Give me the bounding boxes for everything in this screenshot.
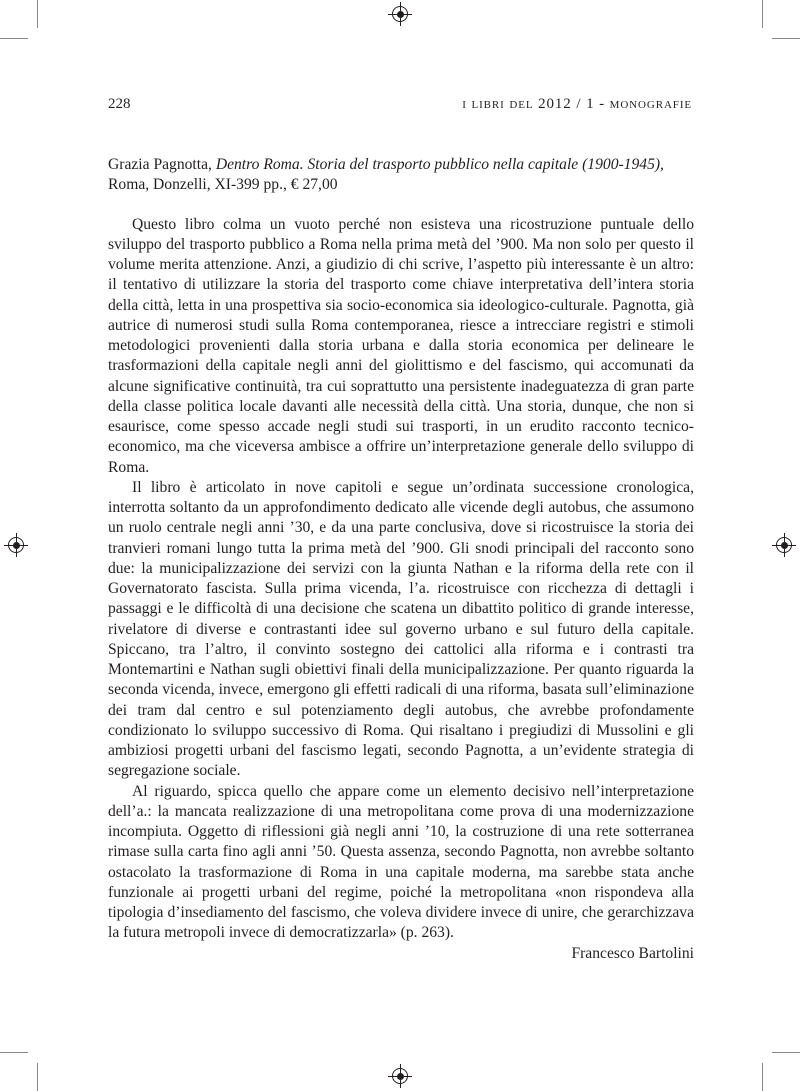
crop-mark-bottom-left-h	[0, 1052, 28, 1053]
registration-mark-icon	[392, 1068, 408, 1084]
citation-publication: Roma, Donzelli, XI-399 pp., € 27,00	[108, 176, 338, 194]
crop-mark-bottom-left-v	[37, 1063, 38, 1091]
book-citation	[108, 155, 694, 196]
citation-title: Dentro Roma. Storia del trasporto pubblico nella capitale (1900-1945),	[215, 156, 664, 173]
paragraph-1: Questo libro colma un vuoto perché non esisteva una ricostruzione puntuale dello sviluppo del trasporto pubblico a Roma nella prima metà del ’900. Ma non solo per questo il volume merita attenzione. Anzi, a giudizio di chi scrive, l’aspetto più interessante è un altro: il tentativo di utilizzare la storia del trasporto come chiave interpretativa dell’intera storia della città, letta in una prospettiva sia socio-economica sia ideologico-culturale. Pagnotta, già autrice di numerosi studi sulla Roma contemporanea, riesce a intrecciare registri e stimoli metodologici provenienti dalla storia urbana e dalla storia economica per delineare le trasformazioni della capitale negli anni del giolittismo e del fascismo, qui accomunati da alcune significative continuità, tra cui soprattutto una persistente inadeguatezza di gran parte della classe politica locale davanti alle necessità della città. Una storia, dunque, che non si esaurisce, come spesso accade negli studi sui trasporti, in un erudito racconto tecnico-economico, ma che viceversa ambisce a offrire un’interpretazione generale dello sviluppo di Roma.	[108, 215, 694, 476]
crop-mark-bottom-right-h	[772, 1052, 800, 1053]
crop-mark-top-right-v	[762, 0, 763, 28]
page-number: 228	[108, 96, 131, 112]
paragraph-3: Al riguardo, spicca quello che appare come un elemento decisivo nell’interpretazione dell’a.: la mancata realizzazione di una metropolitana come prova di una modernizzazione incompiuta. Oggetto di riflessioni già negli anni ’10, la costruzione di una rete sotterranea rimase sulla carta fino agli anni ’50. Questa assenza, secondo Pagnotta, non avrebbe soltanto ostacolato la trasformazione di Roma in una capitale moderna, ma sarebbe stata anche funzionale ai progetti urbani del regime, poiché la metropolitana «non rispondeva alla tipologia d’insediamento del fascismo, che voleva dividere invece di unire, che gerarchizzava la futura metropoli invece di democratizzarla» (p. 263).	[108, 782, 694, 942]
running-head: i libri del 2012 / 1 - monografie	[462, 96, 692, 112]
review-text	[108, 155, 694, 964]
crop-mark-top-right-h	[772, 38, 800, 39]
crop-mark-bottom-right-v	[762, 1063, 763, 1091]
paragraph-2: Il libro è articolato in nove capitoli e segue un’ordinata successione cronologica, interrotta soltanto da un approfondimento dedicato alle vicende degli autobus, che assumono un ruolo centrale negli anni ’30, e da una parte conclusiva, dove si ricostruisce la storia dei tranvieri romani lungo tutta la prima metà del ’900. Gli snodi principali del racconto sono due: la municipalizzazione dei servizi con la giunta Nathan e la riforma della rete con il Governatorato fascista. Sulla prima vicenda, l’a. ricostruisce con ricchezza di dettagli i passaggi e le difficoltà di una decisione che scatena un dibattito politico di grande interesse, rivelatore di diverse e contrastanti idee sul governo urbano e sul futuro della capitale. Spiccano, tra l’altro, il convinto sostegno dei cattolici alla riforma e i contrasti tra Montemartini e Nathan sugli obiettivi finali della municipalizzazione. Per quanto riguarda la seconda vicenda, invece, emergono gli effetti radicali di una riforma, basata sull’eliminazione dei tram dal centro e sul potenziamento degli autobus, che avrebbe profondamente condizionato lo sviluppo successivo di Roma. Qui risaltano i pregiudizi di Mussolini e gli ambiziosi progetti urbani del fascismo legati, secondo Pagnotta, a un’evidente strategia di segregazione sociale.	[108, 478, 694, 780]
page-header	[108, 96, 692, 120]
registration-mark-icon	[392, 6, 408, 22]
registration-mark-icon	[8, 537, 24, 553]
crop-mark-top-left-h	[0, 38, 28, 39]
citation-author: Grazia Pagnotta,	[108, 156, 216, 173]
crop-mark-top-left-v	[37, 0, 38, 28]
review-author: Francesco Bartolini	[571, 944, 694, 962]
registration-mark-icon	[776, 537, 792, 553]
